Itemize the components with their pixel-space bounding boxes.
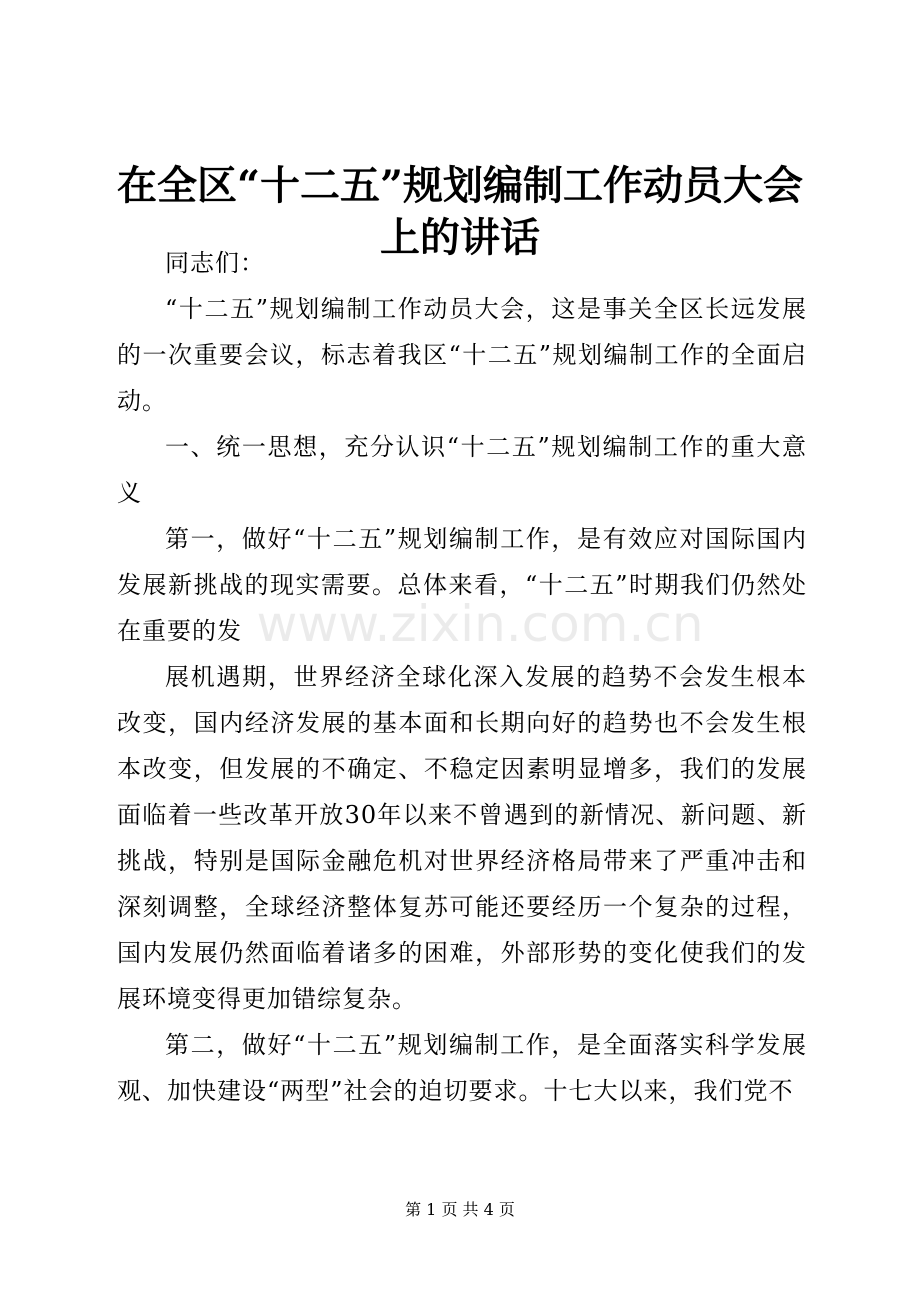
paragraph-salutation: 同志们： [165,249,265,277]
paragraph-first-point: 第一，做好“十二五”规划编制工作，是有效应对国际国内发展新挑战的现实需要。总体来看，“十二五”时期我们仍然处在重要的发 [117,525,807,645]
paragraph-intro: “十二五”规划编制工作动员大会，这是事关全区长远发展的一次重要会议，标志着我区“十二五”规划编制工作的全面启动。 [117,295,807,415]
watermark-text: www.zixin.com.cn [256,595,704,653]
section-heading-1: 一、统一思想，充分认识“十二五”规划编制工作的重大意义 [117,433,807,507]
paragraph-second-point: 第二，做好“十二五”规划编制工作，是全面落实科学发展观、加快建设“两型”社会的迫切要求。十七大以来，我们党不 [117,1031,807,1105]
document-body [117,240,807,1114]
document-title: 在全区“十二五”规划编制工作动员大会上的讲话 [116,162,803,261]
paragraph-continuation: 展机遇期，世界经济全球化深入发展的趋势不会发生根本改变，国内经济发展的基本面和长期向好的趋势也不会发生根本改变，但发展的不确定、不稳定因素明显增多，我们的发展面临着一些改革开放30年以来不曾遇到的新情况、新问题、新挑战，特别是国际金融危机对世界经济格局带来了严重冲击和深刻调整，全球经济整体复苏可能还要经历一个复杂的过程，国内发展仍然面临着诸多的困难，外部形势的变化使我们的发展环境变得更加错综复杂。 [117,663,807,1013]
page-footer: 第 1 页 共 4 页 [405,1200,515,1219]
